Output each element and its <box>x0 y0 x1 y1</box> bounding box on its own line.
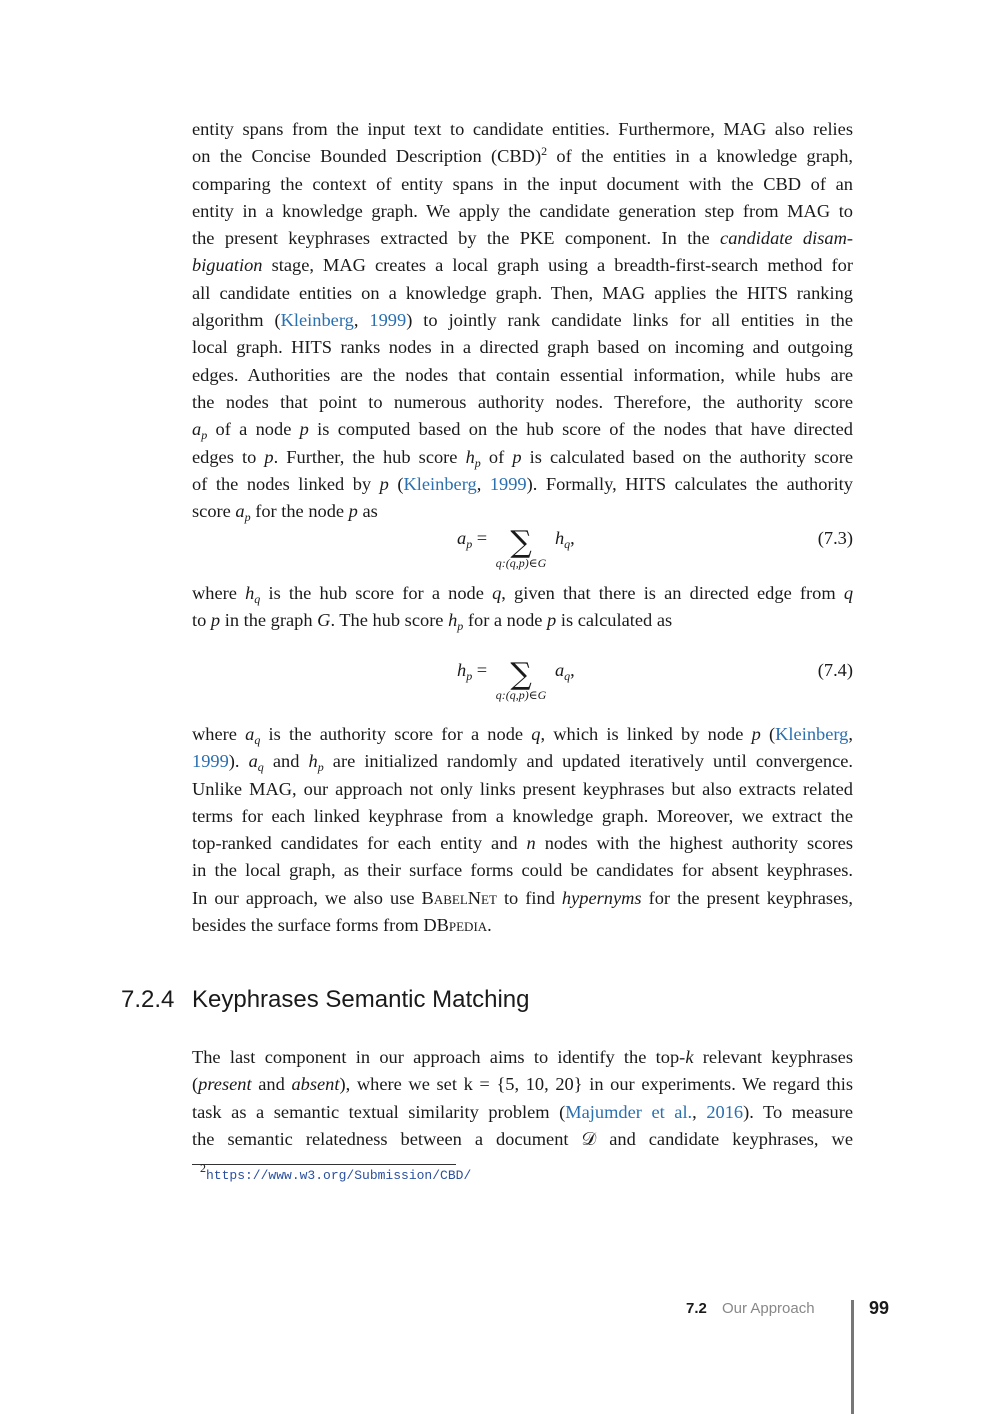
equation-hub-score <box>192 657 853 720</box>
text-line: task as a semantic textual similarity problem (Majumder et al., 2016). To measure <box>192 1101 854 1122</box>
text-line: biguation stage, MAG creates a local graph using a breadth-first-search method for <box>192 255 853 276</box>
citation-year-link[interactable]: 1999 <box>369 310 407 331</box>
paragraph-approach-extension <box>192 721 853 939</box>
citation-year-link[interactable]: 1999 <box>489 473 527 494</box>
page-number: 99 <box>869 1298 890 1318</box>
text-line: top-ranked candidates for each entity and n nodes with the highest authority scores <box>192 833 854 854</box>
text-line: entity in a knowledge graph. We apply the candidate generation step from MAG to <box>192 200 853 221</box>
text-line: entity spans from the input text to candidate entities. Furthermore, MAG also relies <box>192 119 853 139</box>
text-line: The last component in our approach aims to identify the top-k relevant keyphrases <box>192 1047 853 1067</box>
text-line: where $a_q$ is the authority score for a node q, which is linked by node p (Kleinberg, <box>192 724 853 747</box>
text-line: the nodes that point to numerous authority nodes. Therefore, the authority score <box>192 391 853 412</box>
text-line: Unlike MAG, our approach not only links present keyphrases but also extracts related <box>192 778 853 799</box>
paragraph-semantic-matching <box>192 1044 853 1153</box>
text-line: (present and absent), where we set k = {5, 10, 20} in our experiments. We regard this <box>192 1074 853 1095</box>
text-line: on the Concise Bounded Description (CBD)$^2$ of the entities in a knowledge graph, <box>192 144 853 167</box>
text-line: in the local graph, as their surface forms could be candidates for absent keyphrases. <box>192 860 853 881</box>
text-line: terms for each linked keyphrase from a knowledge graph. Moreover, we extract the <box>192 805 853 826</box>
paragraph-hits-description <box>192 116 853 525</box>
citation-year-link[interactable]: 1999 <box>192 751 229 772</box>
text-line: algorithm (Kleinberg, 1999) to jointly rank candidate links for all entities in the <box>192 310 853 331</box>
equation-body: $h_p$ = ∑ q:(q,p)∈G $a_q$, <box>457 657 575 702</box>
running-header-title: Our Approach <box>722 1300 815 1317</box>
equation-number: (7.3) <box>817 528 853 548</box>
footnote-url-link[interactable]: https://www.w3.org/Submission/CBD/ <box>206 1168 472 1183</box>
text-line: all candidate entities on a knowledge graph. Then, MAG applies the HITS ranking <box>192 282 853 303</box>
running-header-section: 7.2 <box>686 1300 707 1317</box>
text-line: local graph. HITS ranks nodes in a directed graph based on incoming and outgoing <box>192 337 853 358</box>
text-line: to p in the graph G. The hub score $h_p$ for a node p is calculated as <box>192 610 673 634</box>
citation-year-link[interactable]: 2016 <box>706 1101 744 1122</box>
text-line: of the nodes linked by p (Kleinberg, 1999). Formally, HITS calculates the authority <box>192 473 853 494</box>
citation-link[interactable]: Majumder et al. <box>565 1101 693 1122</box>
text-line: besides the surface forms from DBpedia. <box>192 915 492 936</box>
citation-link[interactable]: Kleinberg <box>775 724 849 744</box>
text-line: score $a_p$ for the node p as <box>192 501 378 525</box>
text-line: where $h_q$ is the hub score for a node q, given that there is an directed edge from q <box>192 583 854 606</box>
summation-symbol: ∑ q:(q,p)∈G <box>495 657 547 702</box>
text-line: comparing the context of entity spans in the input document with the CBD of an <box>192 173 853 194</box>
text-line: the semantic relatedness between a document 𝒟 and candidate keyphrases, we <box>192 1128 853 1149</box>
equation-number: (7.4) <box>817 660 853 680</box>
footnote-marker: 2 <box>200 1161 206 1175</box>
footnote-marker[interactable]: 2 <box>541 144 548 159</box>
citation-link[interactable]: Kleinberg <box>280 310 354 331</box>
text-line: 1999). $a_q$ and $h_p$ are initialized randomly and updated iteratively until convergence. <box>192 751 854 775</box>
section-heading <box>121 986 530 1014</box>
page-margin-rule <box>851 1300 854 1414</box>
footnote-rule <box>192 1164 456 1165</box>
section-title: Keyphrases Semantic Matching <box>192 986 530 1013</box>
text-line: $a_p$ of a node p is computed based on the hub score of the nodes that have directed <box>192 419 853 443</box>
paragraph-hub-score <box>192 580 853 635</box>
text-line: In our approach, we also use BabelNet to find hypernyms for the present keyphrases, <box>192 887 853 908</box>
citation-link[interactable]: Kleinberg <box>403 473 477 494</box>
text-line: edges to p. Further, the hub score $h_p$ of p is calculated based on the authority score <box>192 446 853 470</box>
footnote <box>200 1161 472 1183</box>
section-number: 7.2.4 <box>121 986 175 1013</box>
equation-authority-score <box>192 525 853 588</box>
text-line: the present keyphrases extracted by the PKE component. In the candidate disam- <box>192 228 853 249</box>
equation-body: $a_p$ = ∑ q:(q,p)∈G $h_q$, <box>457 525 575 570</box>
summation-symbol: ∑ q:(q,p)∈G <box>495 525 547 570</box>
text-line: edges. Authorities are the nodes that contain essential information, while hubs are <box>192 364 853 385</box>
